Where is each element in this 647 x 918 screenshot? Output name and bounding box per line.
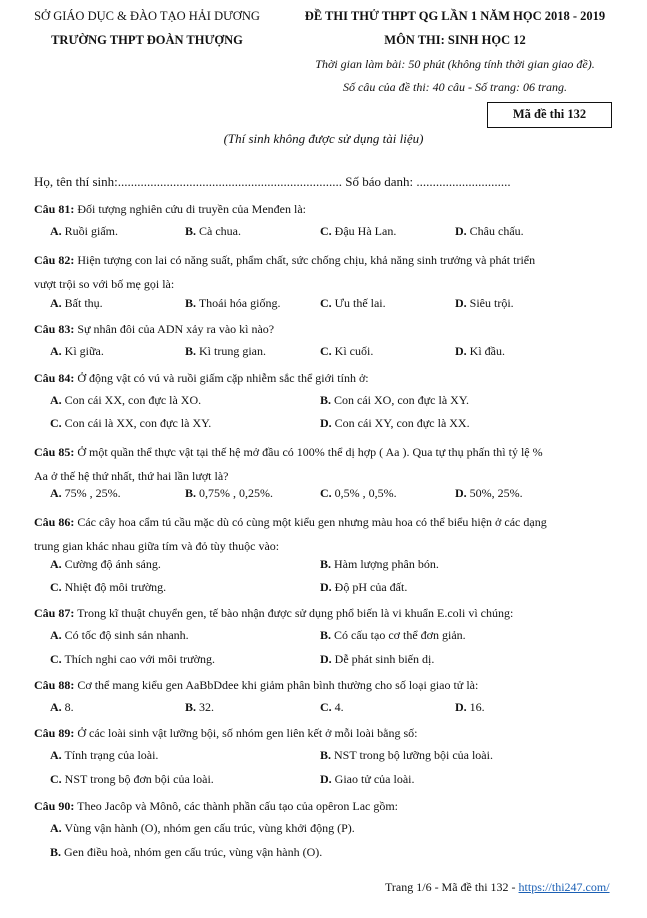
question-text: Ở một quần thể thực vật tại thế hệ mở đầu có 100% thể dị hợp ( Aa ). Qua tự thụ phấn thì tỷ lệ % — [77, 445, 543, 459]
answer-option-c[interactable] — [320, 224, 396, 239]
option-text: 32. — [199, 700, 215, 714]
question-stem — [34, 604, 614, 622]
option-text: NST trong bộ đơn bội của loài. — [64, 772, 214, 786]
footer-page-info: Trang 1/6 - Mã đề thi 132 - — [385, 880, 519, 894]
option-key: C. — [320, 486, 332, 500]
candidate-info — [34, 174, 511, 190]
question-stem — [34, 510, 614, 558]
option-text: Con cái XY, con đực là XX. — [334, 416, 470, 430]
question-text: Ở động vật có vú và ruồi giấm cặp nhiễm sắc thể giới tính ở: — [77, 371, 369, 385]
option-key: C. — [50, 580, 62, 594]
answer-option-c[interactable] — [320, 344, 373, 359]
option-text: Bất thụ. — [64, 296, 103, 310]
question-text: Hiện tượng con lai có năng suất, phẩm chất, sức chống chịu, khả năng sinh trưởng và phát triển — [77, 253, 536, 267]
option-text: Thích nghi cao với môi trường. — [64, 652, 215, 666]
school-name: TRƯỜNG THPT ĐOÀN THƯỢNG — [51, 33, 243, 47]
answer-option-c[interactable] — [320, 486, 397, 501]
option-text: Siêu trội. — [469, 296, 514, 310]
question-text-continued: vượt trội so với bố mẹ gọi là: — [34, 277, 175, 291]
option-text: Kì giữa. — [64, 344, 104, 358]
option-text: Cà chua. — [199, 224, 241, 238]
option-text: Ruồi giấm. — [64, 224, 119, 238]
candidate-id-field[interactable]: Số báo danh: ............................. — [345, 174, 511, 189]
answer-option-a[interactable] — [50, 486, 121, 501]
answer-option-c[interactable] — [50, 416, 211, 431]
question-stem — [34, 676, 614, 694]
option-text: Thoái hóa giống. — [198, 296, 281, 310]
option-text: NST trong bộ lưỡng bội của loài. — [334, 748, 493, 762]
option-text: Con cái XO, con đực là XY. — [334, 393, 469, 407]
question-stem — [34, 724, 614, 742]
option-key: D. — [455, 700, 467, 714]
question-number: Câu 83: — [34, 322, 75, 336]
question-stem — [34, 440, 614, 488]
option-text: Giao tử của loài. — [334, 772, 415, 786]
option-text: 75% , 25%. — [64, 486, 121, 500]
option-text: Ưu thế lai. — [334, 296, 386, 310]
option-key: D. — [320, 580, 332, 594]
question-text: Theo Jacôp và Mônô, các thành phần cấu tạo của opêron Lac gồm: — [77, 799, 399, 813]
answer-option-b[interactable] — [320, 393, 469, 408]
option-key: B. — [185, 700, 197, 714]
option-key: B. — [185, 224, 197, 238]
answer-option-d[interactable] — [455, 344, 505, 359]
question-number: Câu 85: — [34, 445, 75, 459]
option-text: 8. — [64, 700, 74, 714]
option-key: B. — [320, 557, 332, 571]
question-number: Câu 90: — [34, 799, 75, 813]
option-key: B. — [320, 748, 332, 762]
answer-option-c[interactable] — [320, 700, 344, 715]
option-key: D. — [320, 772, 332, 786]
option-key: A. — [50, 344, 62, 358]
option-text: Kì đầu. — [469, 344, 505, 358]
option-key: B. — [185, 296, 197, 310]
option-key: C. — [320, 296, 332, 310]
question-number: Câu 87: — [34, 606, 75, 620]
option-key: A. — [50, 224, 62, 238]
answer-option-c[interactable] — [50, 652, 215, 667]
option-key: A. — [50, 486, 62, 500]
option-key: C. — [50, 652, 62, 666]
option-text: Nhiệt độ môi trường. — [64, 580, 167, 594]
option-text: Cường độ ánh sáng. — [64, 557, 161, 571]
page-footer — [385, 880, 610, 895]
question-stem — [34, 248, 614, 296]
exam-question-count: Số câu của đề thi: 40 câu - Số trang: 06 trang. — [343, 80, 567, 94]
answer-option-d[interactable] — [320, 580, 407, 595]
footer-link[interactable]: https://thi247.com/ — [518, 880, 610, 894]
question-text: Đối tượng nghiên cứu di truyền của Menđen là: — [77, 202, 306, 216]
question-text: Trong kĩ thuật chuyển gen, tế bào nhận được sử dụng phổ biến là vi khuẩn E.coli vì chúng: — [77, 606, 514, 620]
option-text: Đậu Hà Lan. — [334, 224, 397, 238]
option-key: C. — [320, 700, 332, 714]
option-key: D. — [320, 652, 332, 666]
answer-option-b[interactable] — [320, 557, 439, 572]
question-number: Câu 81: — [34, 202, 75, 216]
question-text: Sự nhân đôi của ADN xảy ra vào kì nào? — [77, 322, 275, 336]
question-text: Ở các loài sinh vật lưỡng bội, số nhóm gen liên kết ở mỗi loài bằng số: — [77, 726, 418, 740]
answer-option-a[interactable] — [50, 393, 201, 408]
question-text-continued: Aa ở thế hệ thứ nhất, thứ hai lần lượt là? — [34, 469, 229, 483]
answer-option-d[interactable] — [455, 486, 523, 501]
question-number: Câu 86: — [34, 515, 75, 529]
question-number: Câu 82: — [34, 253, 75, 267]
option-key: D. — [455, 486, 467, 500]
answer-option-a[interactable] — [50, 700, 74, 715]
option-text: Châu chấu. — [469, 224, 524, 238]
exam-title: ĐỀ THI THỬ THPT QG LẦN 1 NĂM HỌC 2018 - 2019 — [304, 9, 606, 23]
question-stem — [34, 797, 614, 815]
question-stem — [34, 200, 614, 218]
department-name: SỞ GIÁO DỤC & ĐÀO TẠO HẢI DƯƠNG — [34, 9, 260, 23]
option-text: Dễ phát sinh biến dị. — [334, 652, 435, 666]
answer-option-c[interactable] — [50, 580, 166, 595]
option-text: Vùng vận hành (O), nhóm gen cấu trúc, vùng khởi động (P). — [64, 821, 355, 835]
option-text: Hàm lượng phân bón. — [334, 557, 439, 571]
option-key: C. — [320, 344, 332, 358]
option-key: C. — [50, 772, 62, 786]
option-key: A. — [50, 748, 62, 762]
answer-option-b[interactable] — [50, 845, 322, 860]
option-text: Có cấu tạo cơ thể đơn giản. — [334, 628, 466, 642]
option-key: D. — [455, 224, 467, 238]
option-text: 0,75% , 0,25%. — [199, 486, 274, 500]
option-text: Độ pH của đất. — [334, 580, 408, 594]
option-key: A. — [50, 700, 62, 714]
question-text: Cơ thể mang kiểu gen AaBbDdee khi giảm phân bình thường cho số loại giao tử là: — [77, 678, 479, 692]
exam-note: (Thí sinh không được sử dụng tài liệu) — [223, 131, 424, 146]
option-text: 50%, 25%. — [469, 486, 523, 500]
question-text-continued: trung gian khác nhau giữa tím và đỏ tùy thuộc vào: — [34, 539, 280, 553]
question-number: Câu 88: — [34, 678, 75, 692]
answer-option-b[interactable] — [185, 224, 241, 239]
option-text: Kì trung gian. — [199, 344, 267, 358]
answer-option-b[interactable] — [320, 628, 466, 643]
exam-subject: MÔN THI: SINH HỌC 12 — [384, 33, 526, 47]
option-key: B. — [320, 393, 332, 407]
option-key: D. — [455, 344, 467, 358]
answer-option-a[interactable] — [50, 557, 161, 572]
option-key: D. — [320, 416, 332, 430]
option-key: C. — [320, 224, 332, 238]
answer-option-d[interactable] — [320, 652, 434, 667]
option-key: A. — [50, 628, 62, 642]
option-key: A. — [50, 821, 62, 835]
answer-option-d[interactable] — [455, 296, 514, 311]
answer-option-d[interactable] — [455, 224, 524, 239]
option-text: 0,5% , 0,5%. — [334, 486, 397, 500]
option-key: C. — [50, 416, 62, 430]
answer-option-c[interactable] — [320, 296, 386, 311]
option-text: 4. — [334, 700, 344, 714]
answer-option-b[interactable] — [185, 700, 214, 715]
answer-option-d[interactable] — [320, 772, 414, 787]
answer-option-a[interactable] — [50, 628, 189, 643]
option-key: B. — [50, 845, 62, 859]
option-text: Tính trạng của loài. — [64, 748, 159, 762]
option-key: A. — [50, 393, 62, 407]
answer-option-b[interactable] — [185, 296, 280, 311]
answer-option-a[interactable] — [50, 296, 103, 311]
answer-option-c[interactable] — [50, 772, 214, 787]
question-number: Câu 89: — [34, 726, 75, 740]
option-key: A. — [50, 557, 62, 571]
question-text: Các cây hoa cẩm tú cầu mặc dù có cùng một kiểu gen nhưng màu hoa có thể biểu hiện ở các dạng — [77, 515, 547, 529]
option-text: Con cái XX, con đực là XO. — [64, 393, 202, 407]
exam-duration: Thời gian làm bài: 50 phút (không tính thời gian giao đề). — [315, 57, 595, 71]
answer-option-d[interactable] — [320, 416, 470, 431]
answer-option-a[interactable] — [50, 821, 355, 836]
answer-option-a[interactable] — [50, 344, 104, 359]
exam-code-box: Mã đề thi 132 — [487, 102, 612, 128]
candidate-name-field[interactable]: Họ, tên thí sinh:..................................................................... — [34, 174, 343, 189]
answer-option-d[interactable] — [455, 700, 485, 715]
option-text: Con cái là XX, con đực là XY. — [64, 416, 212, 430]
answer-option-b[interactable] — [320, 748, 493, 763]
answer-option-a[interactable] — [50, 748, 158, 763]
answer-option-b[interactable] — [185, 486, 273, 501]
option-key: D. — [455, 296, 467, 310]
question-stem — [34, 320, 614, 338]
option-key: A. — [50, 296, 62, 310]
option-key: B. — [185, 486, 197, 500]
option-text: Gen điều hoà, nhóm gen cấu trúc, vùng vận hành (O). — [64, 845, 323, 859]
answer-option-a[interactable] — [50, 224, 118, 239]
question-number: Câu 84: — [34, 371, 75, 385]
option-text: Có tốc độ sinh sản nhanh. — [64, 628, 189, 642]
option-key: B. — [185, 344, 197, 358]
option-text: 16. — [469, 700, 485, 714]
option-key: B. — [320, 628, 332, 642]
option-text: Kì cuối. — [334, 344, 374, 358]
answer-option-b[interactable] — [185, 344, 266, 359]
question-stem — [34, 369, 614, 387]
